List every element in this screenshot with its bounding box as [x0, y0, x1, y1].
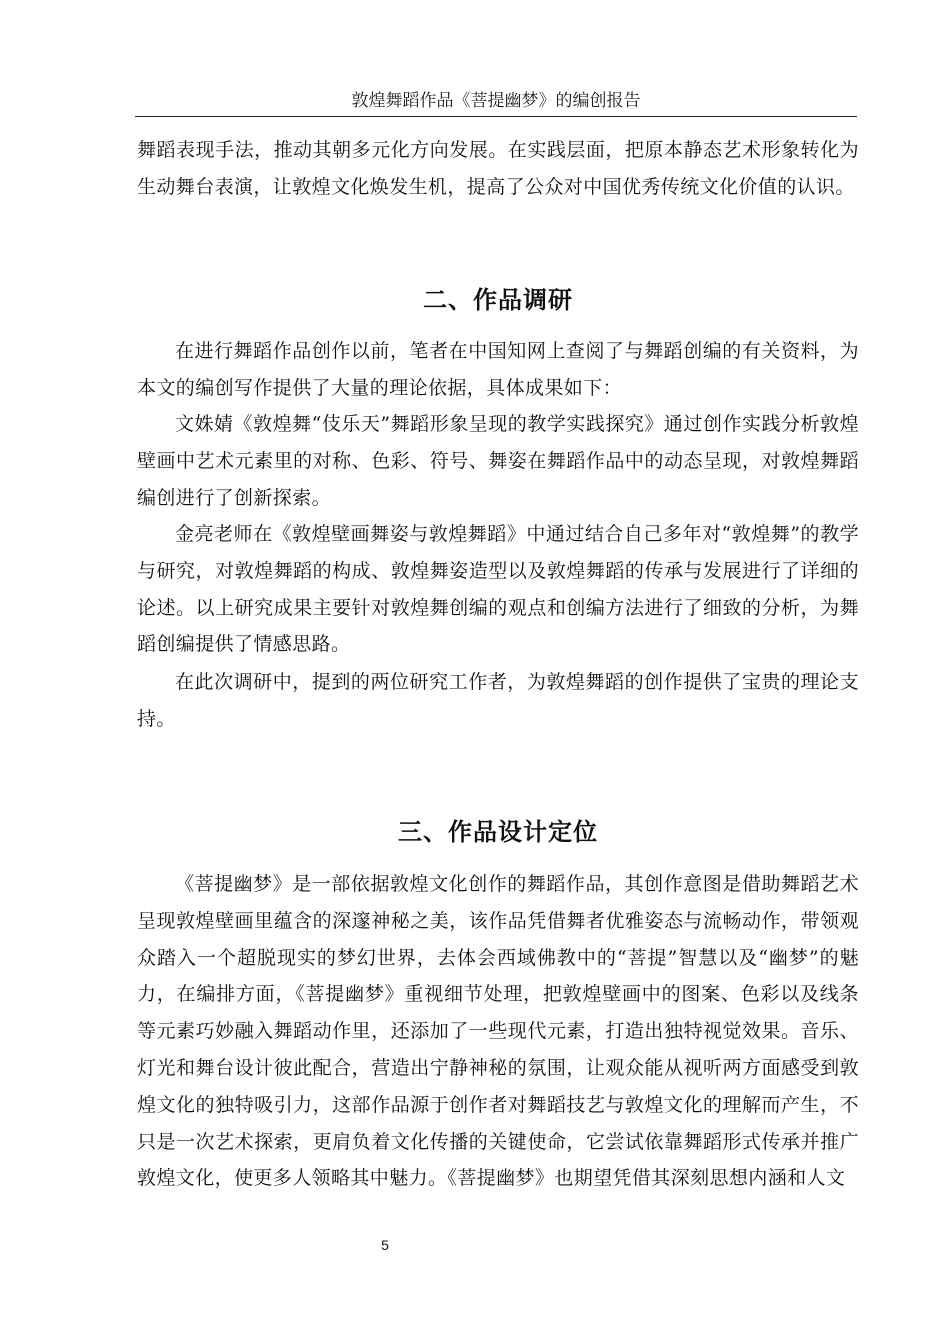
- research-paragraph-4: 在此次调研中，提到的两位研究工作者，为敦煌舞蹈的创作提供了宝贵的理论支持。: [137, 671, 859, 730]
- research-paragraph-1: 在进行舞蹈作品创作以前，笔者在中国知网上查阅了与舞蹈创编的有关资料，为本文的编创写作提供了大量的理论依据，具体成果如下：: [137, 340, 859, 399]
- research-paragraph-2: 文姝婧《敦煌舞“伎乐天”舞蹈形象呈现的教学实践探究》通过创作实践分析敦煌壁画中艺术元素里的对称、色彩、符号、舞姿在舞蹈作品中的动态呈现，对敦煌舞蹈编创进行了创新探索。: [137, 413, 859, 509]
- section-heading-research: 二、作品调研: [423, 286, 573, 314]
- research-paragraph-3: 金亮老师在《敦煌壁画舞姿与敦煌舞蹈》中通过结合自己多年对“敦煌舞”的教学与研究，对敦煌舞蹈的构成、敦煌舞姿造型以及敦煌舞蹈的传承与发展进行了详细的论述。以上研究成果主要针对敦煌舞创编的观点和创编方法进行了细致的分析，为舞蹈创编提供了情感思路。: [137, 523, 859, 656]
- page-number: 5: [381, 1237, 389, 1253]
- header-divider: [135, 116, 857, 117]
- running-header: 敦煌舞蹈作品《菩提幽梦》的编创报告: [351, 91, 641, 111]
- design-paragraph-1: 《菩提幽梦》是一部依据敦煌文化创作的舞蹈作品，其创作意图是借助舞蹈艺术呈现敦煌壁画里蕴含的深邃神秘之美，该作品凭借舞者优雅姿态与流畅动作，带领观众踏入一个超脱现实的梦幻世界，去体会西域佛教中的“菩提”智慧以及“幽梦”的魅力，在编排方面，《菩提幽梦》重视细节处理，把敦煌壁画中的图案、色彩以及线条等元素巧妙融入舞蹈动作里，还添加了一些现代元素，打造出独特视觉效果。音乐、灯光和舞台设计彼此配合，营造出宁静神秘的氛围，让观众能从视听两方面感受到敦煌文化的独特吸引力，这部作品源于创作者对舞蹈技艺与敦煌文化的理解而产生，不只是一次艺术探索，更肩负着文化传播的关键使命，它尝试依靠舞蹈形式传承并推广敦煌文化，使更多人领略其中魅力。《菩提幽梦》也期望凭借其深刻思想内涵和人文: [137, 873, 859, 1190]
- intro-paragraph: 舞蹈表现手法，推动其朝多元化方向发展。在实践层面，把原本静态艺术形象转化为生动舞台表演，让敦煌文化焕发生机，提高了公众对中国优秀传统文化价值的认识。: [137, 139, 859, 198]
- section-heading-design: 三、作品设计定位: [398, 818, 598, 846]
